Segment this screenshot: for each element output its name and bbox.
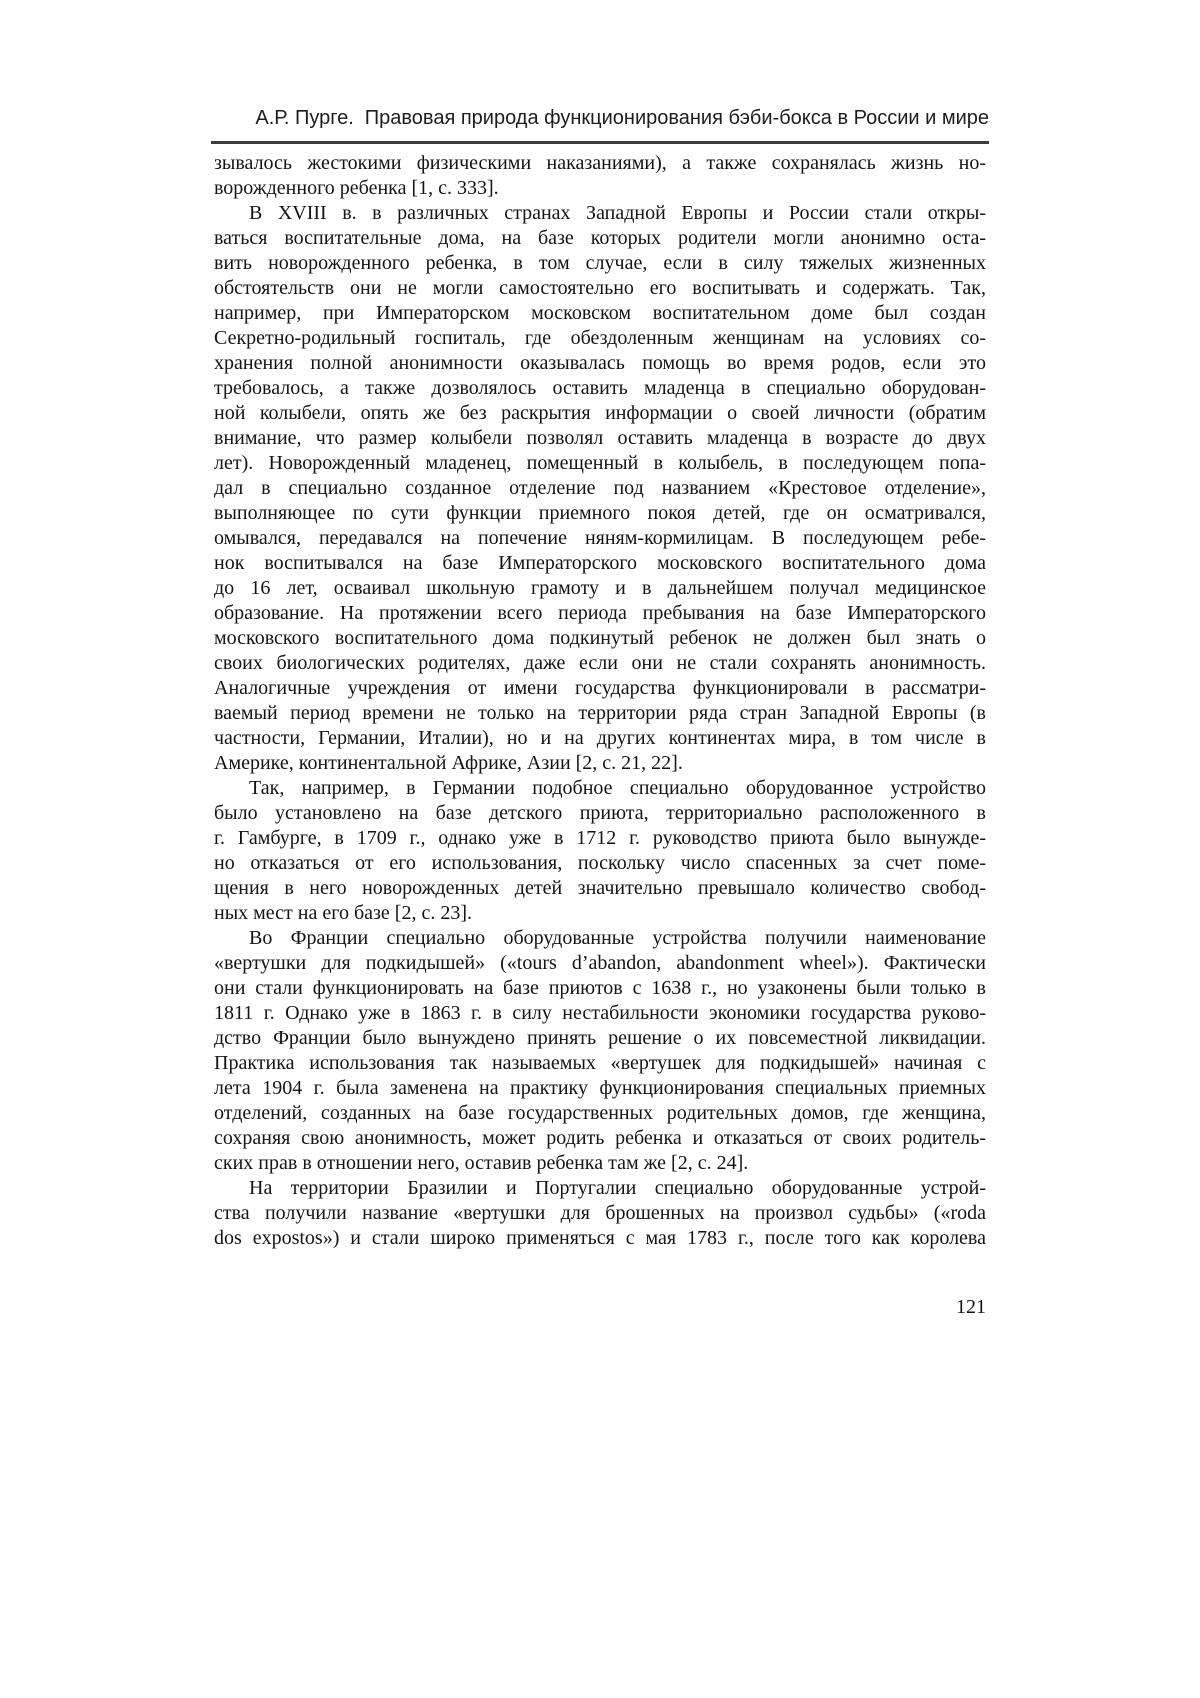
article-body [214, 151, 986, 1251]
text-line: они стали функционировать на базе приютов с 1638 г., но узаконены были только в [214, 977, 986, 999]
running-head-title: Правовая природа функционирования бэби-бокса в России и мире [364, 107, 989, 129]
running-head [213, 106, 989, 130]
text-line: лета 1904 г. была заменена на практику функционирования специальных приемных [214, 1077, 986, 1099]
text-line: вить новорожденного ребенка, в том случае, если в силу тяжелых жизненных [214, 252, 986, 274]
text-line: ских прав в отношении него, оставив ребенка там же [2, с. 24]. [214, 1152, 749, 1174]
text-line: требовалось, а также дозволялось оставить младенца в специально оборудован- [214, 377, 986, 399]
text-line: внимание, что размер колыбели позволял оставить младенца в возрасте до двух [214, 427, 986, 449]
text-line: омывался, передавался на попечение няням-кормилицам. В последующем ребе- [214, 527, 986, 549]
text-line: Америке, континентальной Африке, Азии [2, с. 21, 22]. [214, 752, 683, 774]
text-line: ваемый период времени не только на территории ряда стран Западной Европы (в [214, 702, 986, 724]
text-line: дал в специально созданное отделение под названием «Крестовое отделение», [214, 477, 986, 499]
text-line: 1811 г. Однако уже в 1863 г. в силу нестабильности экономики государства руково- [214, 1002, 986, 1024]
text-line: было установлено на базе детского приюта, территориально расположенного в [214, 802, 986, 824]
text-line: хранения полной анонимности оказывалась помощь во время родов, если это [214, 352, 986, 374]
text-line: В XVIII в. в различных странах Западной Европы и России стали откры- [249, 202, 986, 224]
text-line: ворожденного ребенка [1, с. 333]. [214, 177, 499, 199]
text-line: образование. На протяжении всего периода пребывания на базе Императорского [214, 602, 986, 624]
text-line: лет). Новорожденный младенец, помещенный в колыбель, в последующем попа- [214, 452, 986, 474]
text-line: но отказаться от его использования, поскольку число спасенных за счет поме- [214, 852, 986, 874]
text-line: обстоятельств они не могли самостоятельно его воспитывать и содержать. Так, [214, 277, 986, 299]
text-line: dos expostos») и стали широко применяться с мая 1783 г., после того как королева [214, 1227, 986, 1249]
text-line: зывалось жестокими физическими наказаниями), а также сохранялась жизнь но- [214, 152, 986, 174]
text-line: выполняющее по сути функции приемного покоя детей, где он осматривался, [214, 502, 986, 524]
text-line: своих биологических родителях, даже если они не стали сохранять анонимность. [214, 652, 986, 674]
text-line: московского воспитательного дома подкинутый ребенок не должен был знать о [214, 627, 986, 649]
text-line: г. Гамбурге, в 1709 г., однако уже в 1712 г. руководство приюта было вынужде- [214, 827, 986, 849]
text-line: Аналогичные учреждения от имени государства функционировали в рассматри- [214, 677, 986, 699]
text-line: ства получили название «вертушки для брошенных на произвол судьбы» («roda [214, 1202, 986, 1224]
text-line: например, при Императорском московском воспитательном доме был создан [214, 302, 986, 324]
text-line: частности, Германии, Италии), но и на других континентах мира, в том числе в [214, 727, 986, 749]
text-line: Во Франции специально оборудованные устройства получили наименование [249, 927, 986, 949]
running-head-author: А.Р. Пурге. [255, 107, 354, 129]
text-line: до 16 лет, осваивал школьную грамоту и в дальнейшем получал медицинское [214, 577, 986, 599]
page-number: 121 [956, 1296, 986, 1318]
text-line: Так, например, в Германии подобное специально оборудованное устройство [249, 777, 986, 799]
text-line: ваться воспитательные дома, на базе которых родители могли анонимно оста- [214, 227, 986, 249]
text-line: ных мест на его базе [2, с. 23]. [214, 902, 472, 924]
text-line: ной колыбели, опять же без раскрытия информации о своей личности (обратим [214, 402, 986, 424]
text-line: Секретно-родильный госпиталь, где обездоленным женщинам на условиях со- [214, 327, 986, 349]
header-rule [211, 141, 989, 144]
text-line: На территории Бразилии и Португалии специально оборудованные устрой- [249, 1177, 986, 1199]
text-line: «вертушки для подкидышей» («tours d’abandon, abandonment wheel»). Фактически [214, 952, 986, 974]
text-line: Практика использования так называемых «вертушек для подкидышей» начиная с [214, 1052, 986, 1074]
text-line: нок воспитывался на базе Императорского московского воспитательного дома [214, 552, 986, 574]
text-line: щения в него новорожденных детей значительно превышало количество свобод- [214, 877, 986, 899]
text-line: сохраняя свою анонимность, может родить ребенка и отказаться от своих родитель- [214, 1127, 986, 1149]
text-line: дство Франции было вынуждено принять решение о их повсеместной ликвидации. [214, 1027, 986, 1049]
text-line: отделений, созданных на базе государственных родительных домов, где женщина, [214, 1102, 986, 1124]
